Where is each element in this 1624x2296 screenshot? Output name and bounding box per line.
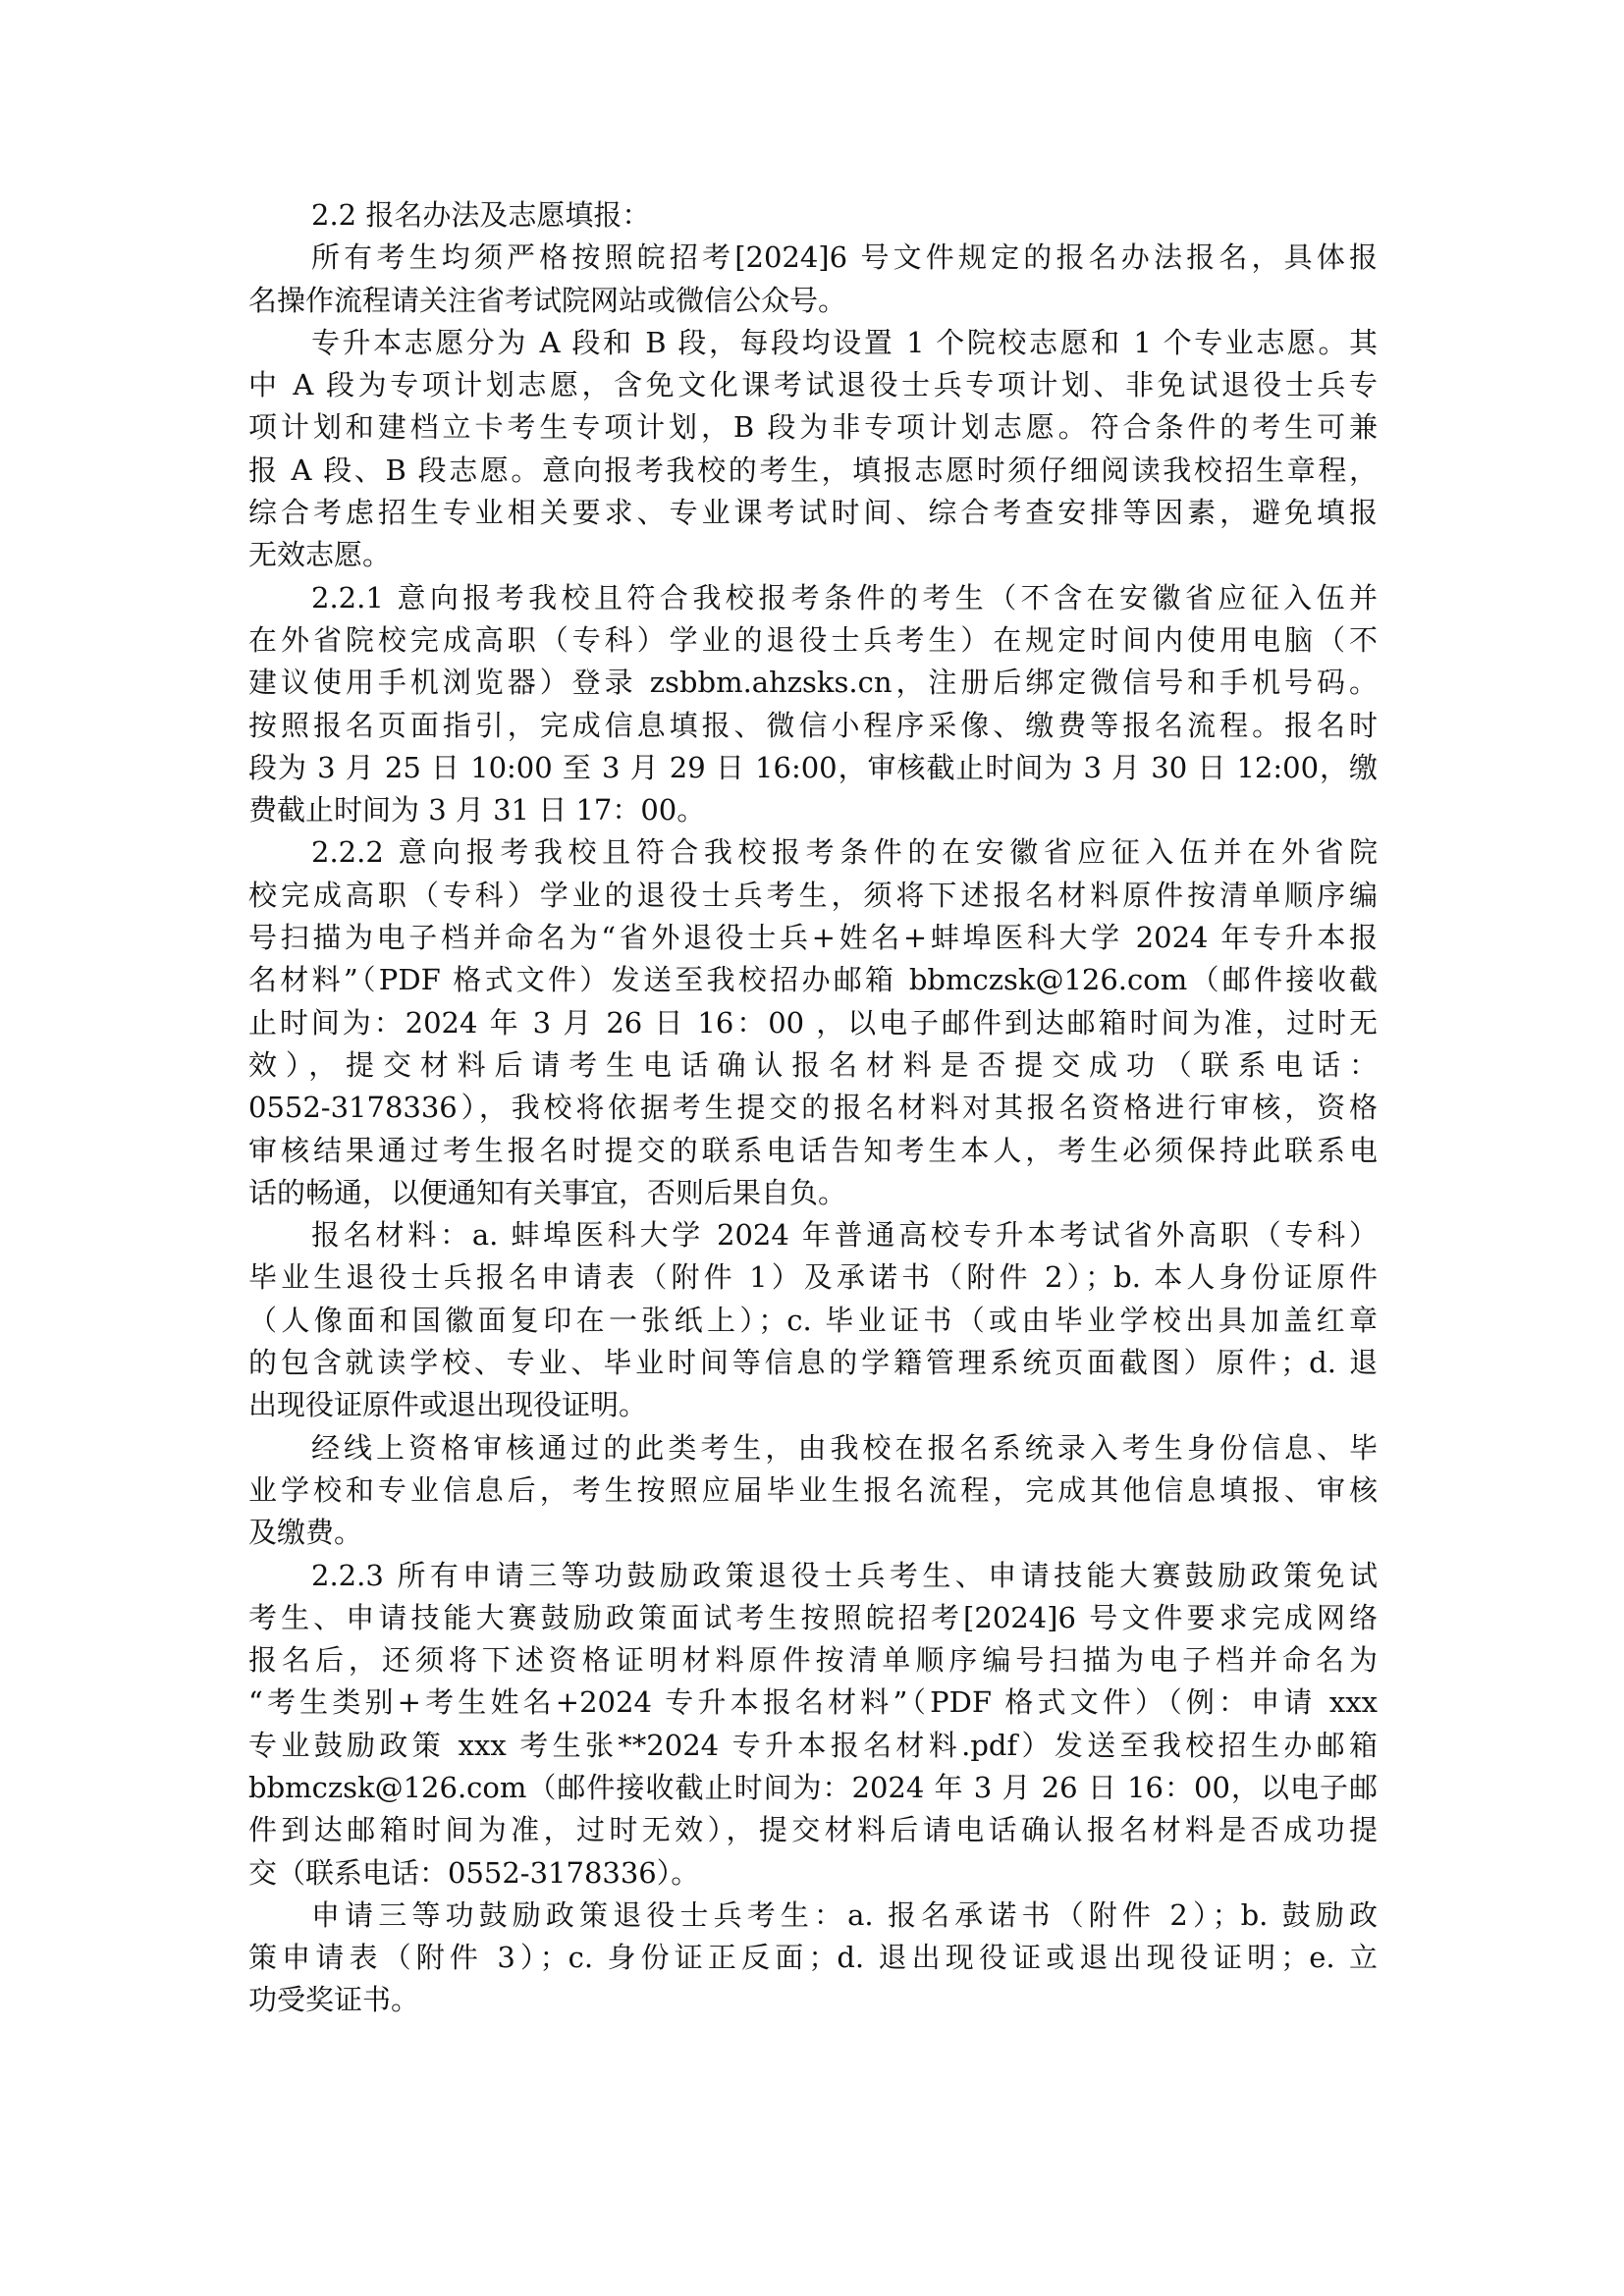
text-line: 出现役证原件或退出现役证明。 bbox=[248, 1388, 648, 1422]
text-line: 报名后，还须将下述资格证明材料原件按清单顺序编号扫描为电子档并命名为 bbox=[248, 1643, 1378, 1678]
text-line: 综合考虑招生专业相关要求、专业课考试时间、综合考查安排等因素，避免填报 bbox=[248, 496, 1378, 530]
text-line: 申请三等功鼓励政策退役士兵考生：a. 报名承诺书（附件 2）；b. 鼓励政 bbox=[311, 1897, 1378, 1932]
paragraph-section-2-2-3 bbox=[248, 1555, 1378, 1895]
paragraph-section-2-2-2 bbox=[248, 831, 1378, 1214]
text-line: 2.2 报名办法及志愿填报： bbox=[311, 198, 651, 232]
text-line: 及缴费。 bbox=[248, 1516, 363, 1550]
paragraph-intro bbox=[248, 237, 1378, 322]
section-heading-2-2 bbox=[248, 194, 1378, 237]
paragraph-third-class-merit bbox=[248, 1895, 1378, 2022]
text-line: 在外省院校完成高职（专科）学业的退役士兵考生）在规定时间内使用电脑（不 bbox=[248, 622, 1378, 657]
text-line: 话的畅通，以便通知有关事宜，否则后果自负。 bbox=[248, 1175, 847, 1209]
text-line: 号扫描为电子档并命名为“省外退役士兵+姓名+蚌埠医科大学 2024 年专升本报 bbox=[248, 921, 1378, 955]
text-line: 所有考生均须严格按照皖招考[2024]6 号文件规定的报名办法报名，具体报 bbox=[311, 240, 1378, 275]
paragraph-online-review bbox=[248, 1427, 1378, 1555]
text-line: 按照报名页面指引，完成信息填报、微信小程序采像、缴费等报名流程。报名时 bbox=[248, 708, 1378, 742]
paragraph-materials-list bbox=[248, 1214, 1378, 1426]
text-line: 2.2.2 意向报考我校且符合我校报考条件的在安徽省应征入伍并在外省院 bbox=[311, 835, 1378, 870]
text-line: 件到达邮箱时间为准，过时无效），提交材料后请电话确认报名材料是否成功提 bbox=[248, 1813, 1378, 1847]
text-line: 名操作流程请关注省考试院网站或微信公众号。 bbox=[248, 283, 847, 317]
text-line: “考生类别+考生姓名+2024 专升本报名材料”（PDF 格式文件）（例：申请 xxx bbox=[248, 1685, 1378, 1720]
text-line: 业学校和专业信息后，考生按照应届毕业生报名流程，完成其他信息填报、审核 bbox=[248, 1472, 1378, 1507]
document-body bbox=[248, 194, 1378, 2022]
text-line: 建议使用手机浏览器）登录 zsbbm.ahzsks.cn，注册后绑定微信号和手机号码。 bbox=[248, 666, 1378, 700]
text-line: 经线上资格审核通过的此类考生，由我校在报名系统录入考生身份信息、毕 bbox=[311, 1430, 1378, 1465]
text-line: （人像面和国徽面复印在一张纸上）；c. 毕业证书（或由毕业学校出具加盖红章 bbox=[248, 1303, 1378, 1337]
text-line: 专升本志愿分为 A 段和 B 段，每段均设置 1 个院校志愿和 1 个专业志愿。其 bbox=[311, 325, 1378, 359]
paragraph-section-2-2-1 bbox=[248, 577, 1378, 832]
text-line: 功受奖证书。 bbox=[248, 1983, 420, 2017]
text-line: 段为 3 月 25 日 10:00 至 3 月 29 日 16:00，审核截止时间为 3 月 30 日 12:00，缴 bbox=[248, 750, 1378, 784]
text-line: 毕业生退役士兵报名申请表（附件 1）及承诺书（附件 2）；b. 本人身份证原件 bbox=[248, 1260, 1378, 1295]
text-line: 考生、申请技能大赛鼓励政策面试考生按照皖招考[2024]6 号文件要求完成网络 bbox=[248, 1600, 1378, 1634]
text-line: 策申请表（附件 3）；c. 身份证正反面；d. 退出现役证或退出现役证明；e. 立 bbox=[248, 1941, 1378, 1975]
text-line: 专业鼓励政策 xxx 考生张**2024 专升本报名材料.pdf）发送至我校招生办邮箱 bbox=[248, 1728, 1378, 1762]
text-line: 报 A 段、B 段志愿。意向报考我校的考生，填报志愿时须仔细阅读我校招生章程， bbox=[248, 453, 1378, 487]
text-line: bbmczsk@126.com（邮件接收截止时间为：2024 年 3 月 26 日 16：00，以电子邮 bbox=[248, 1770, 1378, 1804]
paragraph-volunteer-segments bbox=[248, 322, 1378, 577]
text-line: 止时间为：2024 年 3 月 26 日 16：00 ，以电子邮件到达邮箱时间为准，过时无 bbox=[248, 1005, 1378, 1040]
text-line: 项计划和建档立卡考生专项计划，B 段为非专项计划志愿。符合条件的考生可兼 bbox=[248, 410, 1378, 445]
text-line: 名材料”（PDF 格式文件）发送至我校招办邮箱 bbmczsk@126.com（邮件接收截 bbox=[248, 963, 1378, 997]
text-line: 费截止时间为 3 月 31 日 17：00。 bbox=[248, 793, 706, 828]
text-line: 2.2.1 意向报考我校且符合我校报考条件的考生（不含在安徽省应征入伍并 bbox=[311, 580, 1378, 614]
text-line: 的包含就读学校、专业、毕业时间等信息的学籍管理系统页面截图）原件；d. 退 bbox=[248, 1346, 1378, 1380]
text-line: 效），提交材料后请考生电话确认报名材料是否提交成功（联系电话： bbox=[248, 1047, 1378, 1082]
text-line: 校完成高职（专科）学业的退役士兵考生，须将下述报名材料原件按清单顺序编 bbox=[248, 878, 1378, 912]
text-line: 审核结果通过考生报名时提交的联系电话告知考生本人，考生必须保持此联系电 bbox=[248, 1133, 1378, 1167]
text-line: 中 A 段为专项计划志愿，含免文化课考试退役士兵专项计划、非免试退役士兵专 bbox=[248, 368, 1378, 402]
text-line: 交（联系电话：0552-3178336）。 bbox=[248, 1855, 700, 1890]
text-line: 无效志愿。 bbox=[248, 538, 392, 572]
text-line: 0552-3178336），我校将依据考生提交的报名材料对其报名资格进行审核，资格 bbox=[248, 1091, 1378, 1125]
text-line: 2.2.3 所有申请三等功鼓励政策退役士兵考生、申请技能大赛鼓励政策免试 bbox=[311, 1558, 1378, 1592]
text-line: 报名材料：a. 蚌埠医科大学 2024 年普通高校专升本考试省外高职（专科） bbox=[311, 1218, 1378, 1253]
